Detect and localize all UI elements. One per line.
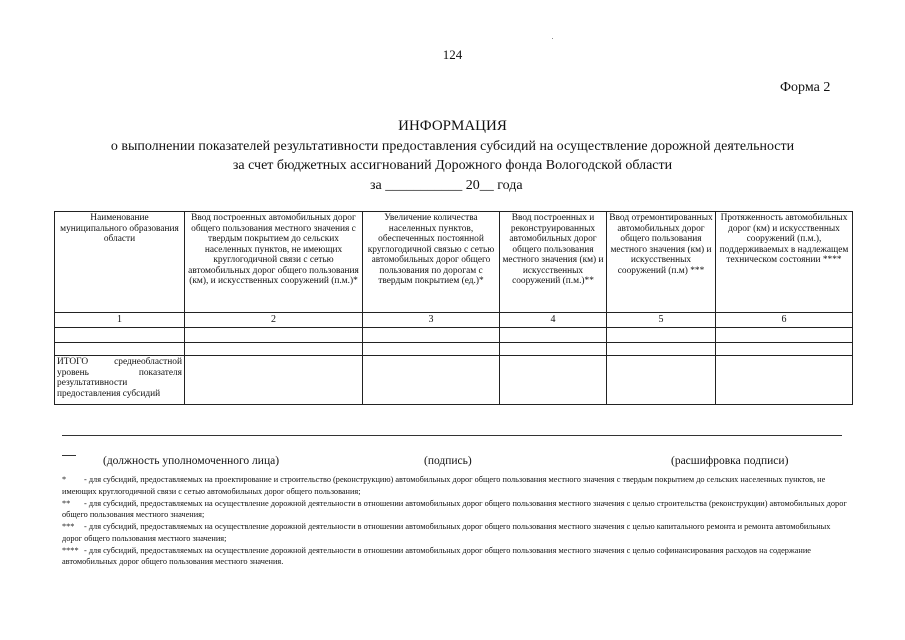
- header-cell-new-rural-roads: Ввод построенных автомобильных дорог общего пользования местного значения с твердым покрытием до сельских населенных пунктов, не имеющих круглогодичной связи с сетью автомобильных дорог общего пользования (км), и искусственных сооружений (п.м.)*: [185, 212, 363, 313]
- empty-cell: [500, 356, 607, 405]
- empty-cell: [363, 343, 500, 356]
- footnote-text: - для субсидий, предоставляемых на осуществление дорожной деятельности в отношении автомобильных дорог общего пользования местного значения с целью капитального ремонта и ремонта автомобильных дорог общего пользования местного значения;: [62, 522, 831, 543]
- empty-cell: [716, 356, 853, 405]
- header-cell-repaired-roads: Ввод отремонтированных автомобильных дорог общего пользования местного значения (км) и искусственных сооружений (п.м) ***: [607, 212, 716, 313]
- empty-cell: [185, 328, 363, 343]
- footnote-text: - для субсидий, предоставляемых на проектирование и строительство (реконструкцию) автомобильных дорог общего пользования местного значения с твердым покрытием до сельских населенных пунктов, не имеющих круглогодичной связи с сетью автомобильных дорог общего пользования;: [62, 475, 826, 496]
- signature-position-label: (должность уполномоченного лица): [103, 455, 280, 467]
- empty-cell: [716, 343, 853, 356]
- empty-cell: [363, 328, 500, 343]
- empty-cell: [607, 343, 716, 356]
- header-cell-maintained-roads: Протяженность автомобильных дорог (км) и искусственных сооружений (п.м.), поддерживаемых в надлежащем техническом состоянии ****: [716, 212, 853, 313]
- footnote-text: - для субсидий, предоставляемых на осуществление дорожной деятельности в отношении автомобильных дорог общего пользования местного значения с целью строительства (реконструкции) автомобильных дорог общего пользования местного значения;: [62, 498, 847, 520]
- signature-label: (подпись): [424, 455, 472, 467]
- column-number: 5: [607, 313, 716, 328]
- page-number: 124: [442, 47, 463, 62]
- indicators-table: [54, 211, 853, 405]
- document-subtitle-line-2: за счет бюджетных ассигнований Дорожного фонда Вологодской области: [232, 158, 673, 173]
- empty-cell: [55, 328, 185, 343]
- header-cell-connected-settlements: Увеличение количества населенных пунктов, обеспеченных постоянной круглогодичной связью с сетью автомобильных дорог общего пользования по дорогам с твердым покрытием (ед.)*: [363, 212, 500, 313]
- column-number: 4: [500, 313, 607, 328]
- column-number: 1: [55, 313, 185, 328]
- empty-cell: [500, 328, 607, 343]
- footnote: [62, 498, 847, 522]
- empty-cell: [716, 328, 853, 343]
- column-number: 6: [716, 313, 853, 328]
- column-number-row: [55, 313, 853, 328]
- empty-cell: [500, 343, 607, 356]
- footnote: [62, 521, 847, 545]
- empty-cell: [185, 356, 363, 405]
- total-row: [55, 356, 853, 405]
- footnote-mark: *: [62, 475, 67, 484]
- empty-cell: [607, 328, 716, 343]
- footnote: [62, 474, 847, 498]
- form-label: Форма 2: [780, 80, 831, 95]
- table-row: [55, 328, 853, 343]
- empty-cell: [363, 356, 500, 405]
- reporting-period: за ___________ 20__ года: [370, 178, 523, 193]
- table-row: [55, 343, 853, 356]
- signature-decoding-label: (расшифровка подписи): [671, 455, 789, 467]
- empty-cell: [185, 343, 363, 356]
- footnote-mark: ****: [62, 545, 79, 555]
- signature-dash: [62, 455, 76, 456]
- table-header-row: [55, 212, 853, 313]
- empty-cell: [607, 356, 716, 405]
- empty-cell: [55, 343, 185, 356]
- footnote: [62, 545, 847, 569]
- document-title: ИНФОРМАЦИЯ: [398, 118, 507, 134]
- footnotes: [62, 474, 847, 568]
- scan-speck: [552, 38, 553, 39]
- header-cell-reconstructed-roads: Ввод построенных и реконструированных автомобильных дорог общего пользования местного значения (км) и искусственных сооружений (п.м.)**: [500, 212, 607, 313]
- column-number: 3: [363, 313, 500, 328]
- column-number: 2: [185, 313, 363, 328]
- footnote-text: - для субсидий, предоставляемых на осуществление дорожной деятельности в отношении автомобильных дорог общего пользования местного значения с целью софинансирования расходов на содержание автомобильных дорог общего пользования местного значения.: [62, 545, 811, 567]
- header-cell-municipality: Наименование муниципального образования области: [55, 212, 185, 313]
- footnote-mark: **: [62, 498, 71, 508]
- total-label-cell: ИТОГО среднеобластной уровень показателя результативности предоставления субсидий: [55, 356, 185, 405]
- footnote-mark: ***: [62, 522, 75, 532]
- signature-line: [62, 435, 842, 436]
- document-subtitle-line-1: о выполнении показателей результативности предоставления субсидий на осуществление дорожной деятельности: [110, 139, 795, 154]
